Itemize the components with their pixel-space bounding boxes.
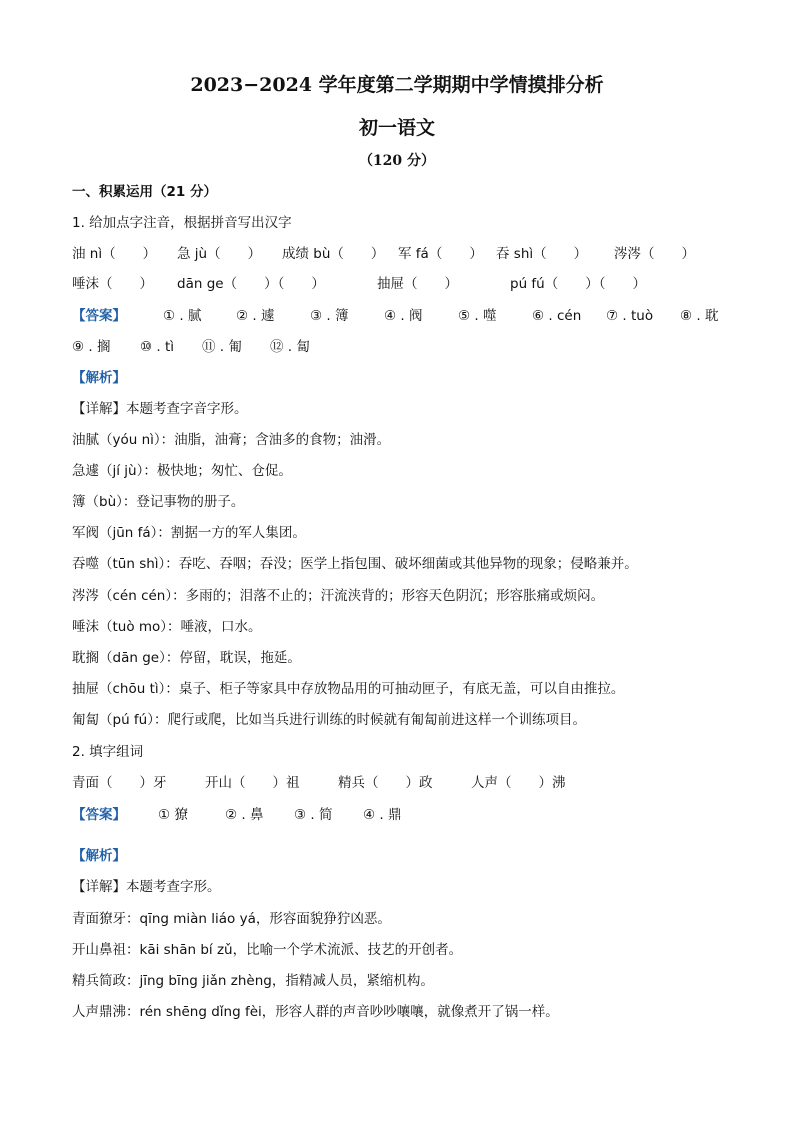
explanation-line: 人声鼎沸：rén shēng dǐng fèi，形容人群的声音吵吵嚷嚷，就像煮开了锅一样。: [72, 1004, 559, 1020]
answer-item: [140, 337, 174, 357]
answer-text: . tuò: [618, 308, 654, 324]
section-heading: 一、积累运用（21 分）: [72, 184, 217, 200]
total-score: （120 分）: [358, 153, 436, 169]
answer-text: . cén: [544, 308, 582, 324]
explanation-line: 耽搁（dān ge）：停留，耽误，拖延。: [72, 650, 301, 666]
answer-number: ⑪: [202, 339, 216, 355]
answer-item: [294, 805, 332, 825]
answer-text: . 搁: [84, 339, 111, 355]
explanation-line: 开山鼻祖：kāi shān bí zǔ，比喻一个学术流派、技艺的开创者。: [72, 942, 463, 958]
explanation-line: 抽屉（chōu tì）：桌子、柜子等家具中存放物品用的可抽动匣子，有底无盖，可以自由推拉。: [72, 681, 625, 697]
answer-number: ⑩: [140, 339, 153, 355]
q1-item: 抽屉（ ）: [377, 276, 458, 292]
answer-text: . 阀: [396, 308, 423, 324]
answer-item: [163, 306, 201, 326]
detail-intro: 【详解】本题考查字音字形。: [72, 401, 248, 417]
answer-text: . 耽: [692, 308, 719, 324]
q1-item: 吞 shì（ ）: [496, 246, 588, 262]
q1-item: 急 jù（ ）: [177, 246, 262, 262]
answer-item: [236, 306, 274, 326]
answer-number: ⑫: [270, 339, 284, 355]
q2-item: 开山（ ）祖: [205, 775, 300, 791]
answer-text: . 匍: [215, 339, 242, 355]
answer-number: ⑦: [606, 308, 619, 324]
q1-item: pú fú（ ）（ ）: [510, 276, 646, 292]
q1-item: 涔涔（ ）: [614, 246, 695, 262]
answer-number: ③: [310, 308, 323, 324]
answer-number: ①: [158, 807, 171, 823]
explanation-line: 吞噬（tūn shì）：吞吃、吞咽；吞没；医学上指包围、破坏细菌或其他异物的现象；侵略兼并。: [72, 556, 638, 572]
subject-title: 初一语文: [358, 117, 435, 139]
explanation-line: 油腻（yóu nì）：油脂，油膏；含油多的食物；油滑。: [72, 432, 391, 448]
answer-label: 【答案】: [72, 308, 126, 324]
explanation-line: 簿（bù）：登记事物的册子。: [72, 494, 245, 510]
answer-item: [384, 306, 422, 326]
answer-item: [72, 337, 110, 357]
answer-number: ⑤: [458, 308, 471, 324]
answer-item: [270, 337, 310, 357]
answer-text: . 匐: [283, 339, 310, 355]
explanation-line: 急遽（jí jù）：极快地；匆忙、仓促。: [72, 463, 292, 479]
question-2-prompt: 2. 填字组词: [72, 744, 144, 760]
answer-text: . 噬: [470, 308, 497, 324]
answer-number: ⑨: [72, 339, 85, 355]
answer-text: . 简: [306, 807, 333, 823]
answer-text: . 遽: [248, 308, 275, 324]
answer-number: ③: [294, 807, 307, 823]
answer-number: ④: [384, 308, 397, 324]
answer-text: . 簿: [322, 308, 349, 324]
answer-item: [532, 306, 581, 326]
answer-number: ①: [163, 308, 176, 324]
answer-item: [225, 805, 263, 825]
answer-item: [606, 306, 653, 326]
q1-item: dān ge（ ）（ ）: [177, 276, 325, 292]
answer-number: ④: [363, 807, 376, 823]
explanation-line: 匍匐（pú fú）：爬行或爬，比如当兵进行训练的时候就有匍匐前进这样一个训练项目。: [72, 712, 586, 728]
q1-item: 油 nì（ ）: [72, 246, 157, 262]
answer-number: ⑧: [680, 308, 693, 324]
question-1-prompt: 1. 给加点字注音，根据拼音写出汉字: [72, 215, 292, 231]
answer-label: 【答案】: [72, 807, 126, 823]
answer-item: [202, 337, 242, 357]
detail-intro: 【详解】本题考查字形。: [72, 879, 221, 895]
explanation-line: 军阀（jūn fá）：割据一方的军人集团。: [72, 525, 306, 541]
q2-item: 青面（ ）牙: [72, 775, 167, 791]
answer-text: . 腻: [175, 308, 202, 324]
analysis-label: 【解析】: [72, 370, 126, 386]
explanation-line: 精兵简政：jīng bīng jiǎn zhèng，指精减人员，紧缩机构。: [72, 973, 434, 989]
answer-number: ②: [225, 807, 238, 823]
answer-item: [363, 805, 401, 825]
document-title: 2023−2024 学年度第二学期期中学情摸排分析: [190, 74, 604, 96]
answer-item: [158, 805, 188, 825]
q2-item: 人声（ ）沸: [471, 775, 566, 791]
q1-item: 军 fá（ ）: [398, 246, 483, 262]
answer-item: [310, 306, 348, 326]
explanation-line: 唾沫（tuò mo）：唾液，口水。: [72, 619, 262, 635]
answer-text: . 鼎: [375, 807, 402, 823]
answer-item: [458, 306, 496, 326]
analysis-label: 【解析】: [72, 848, 126, 864]
answer-text: . 鼻: [237, 807, 264, 823]
answer-text: . tì: [152, 339, 175, 355]
explanation-line: 涔涔（cén cén）：多雨的；泪落不止的；汗流浃背的；形容天色阴沉；形容胀痛或烦闷。: [72, 588, 605, 604]
answer-text: 獠: [170, 807, 188, 823]
explanation-line: 青面獠牙：qīng miàn liáo yá，形容面貌狰狞凶恶。: [72, 911, 391, 927]
q1-item: 成绩 bù（ ）: [282, 246, 385, 262]
q1-item: 唾沫（ ）: [72, 276, 153, 292]
answer-number: ⑥: [532, 308, 545, 324]
q2-item: 精兵（ ）政: [338, 775, 433, 791]
answer-number: ②: [236, 308, 249, 324]
answer-item: [680, 306, 718, 326]
